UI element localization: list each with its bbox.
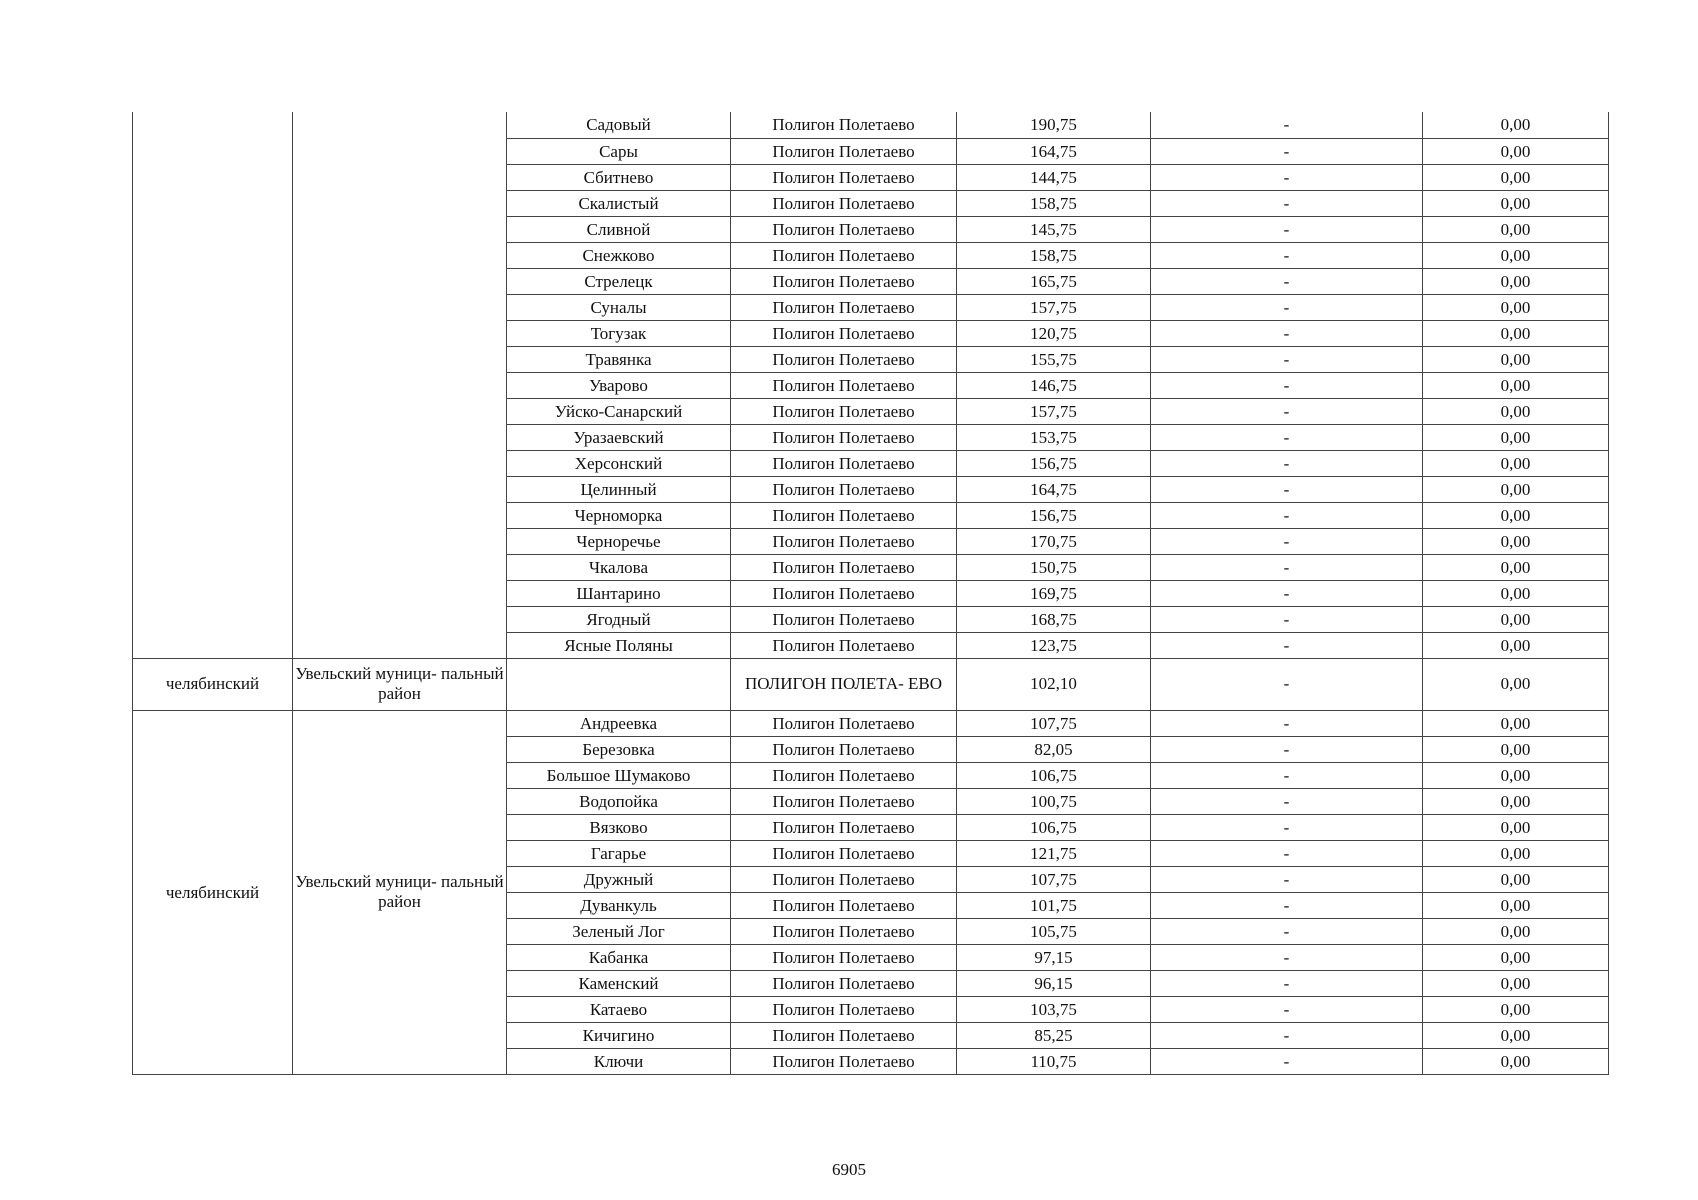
- settlement-cell: Уразаевский: [507, 424, 731, 450]
- dash-cell: -: [1151, 502, 1423, 528]
- dash-cell: -: [1151, 632, 1423, 658]
- settlement-cell: Садовый: [507, 112, 731, 138]
- facility-cell: Полигон Полетаево: [731, 788, 957, 814]
- settlement-cell: Шантарино: [507, 580, 731, 606]
- dash-cell: -: [1151, 944, 1423, 970]
- distance-cell: 106,75: [957, 814, 1151, 840]
- settlement-cell: Ясные Поляны: [507, 632, 731, 658]
- value-cell: 0,00: [1423, 866, 1609, 892]
- facility-cell: Полигон Полетаево: [731, 866, 957, 892]
- table-row: [133, 710, 1609, 736]
- facility-cell: Полигон Полетаево: [731, 918, 957, 944]
- dash-cell: -: [1151, 398, 1423, 424]
- distance-cell: 157,75: [957, 294, 1151, 320]
- dash-cell: -: [1151, 528, 1423, 554]
- facility-cell: Полигон Полетаево: [731, 840, 957, 866]
- distance-cell: 168,75: [957, 606, 1151, 632]
- facility-cell: Полигон Полетаево: [731, 294, 957, 320]
- zone-cell-blank: [133, 112, 293, 658]
- value-cell: 0,00: [1423, 398, 1609, 424]
- value-cell: 0,00: [1423, 996, 1609, 1022]
- district-cell: Увельский муници- пальный район: [293, 710, 507, 1074]
- distance-cell: 102,10: [957, 658, 1151, 710]
- facility-cell: Полигон Полетаево: [731, 944, 957, 970]
- distance-cell: 103,75: [957, 996, 1151, 1022]
- dash-cell: -: [1151, 138, 1423, 164]
- facility-cell: Полигон Полетаево: [731, 242, 957, 268]
- facility-cell: Полигон Полетаево: [731, 762, 957, 788]
- distance-cell: 158,75: [957, 242, 1151, 268]
- settlement-cell: Сливной: [507, 216, 731, 242]
- distance-cell: 144,75: [957, 164, 1151, 190]
- settlement-cell: Черноморка: [507, 502, 731, 528]
- district-cell-blank: [293, 112, 507, 658]
- waste-routes-table: [132, 112, 1609, 1075]
- settlement-cell: Катаево: [507, 996, 731, 1022]
- facility-cell: Полигон Полетаево: [731, 814, 957, 840]
- value-cell: 0,00: [1423, 918, 1609, 944]
- distance-cell: 158,75: [957, 190, 1151, 216]
- value-cell: 0,00: [1423, 528, 1609, 554]
- dash-cell: -: [1151, 658, 1423, 710]
- dash-cell: -: [1151, 164, 1423, 190]
- settlement-cell: [507, 658, 731, 710]
- settlement-cell: Кабанка: [507, 944, 731, 970]
- dash-cell: -: [1151, 918, 1423, 944]
- settlement-cell: Каменский: [507, 970, 731, 996]
- settlement-cell: Водопойка: [507, 788, 731, 814]
- dash-cell: -: [1151, 580, 1423, 606]
- settlement-cell: Гагарье: [507, 840, 731, 866]
- value-cell: 0,00: [1423, 736, 1609, 762]
- settlement-cell: Снежково: [507, 242, 731, 268]
- dash-cell: -: [1151, 216, 1423, 242]
- facility-cell: Полигон Полетаево: [731, 346, 957, 372]
- facility-cell: Полигон Полетаево: [731, 372, 957, 398]
- dash-cell: -: [1151, 554, 1423, 580]
- settlement-cell: Кичигино: [507, 1022, 731, 1048]
- settlement-cell: Дуванкуль: [507, 892, 731, 918]
- settlement-cell: Целинный: [507, 476, 731, 502]
- facility-cell: Полигон Полетаево: [731, 1048, 957, 1074]
- dash-cell: -: [1151, 970, 1423, 996]
- distance-cell: 101,75: [957, 892, 1151, 918]
- distance-cell: 164,75: [957, 476, 1151, 502]
- settlement-cell: Черноречье: [507, 528, 731, 554]
- settlement-cell: Дружный: [507, 866, 731, 892]
- facility-cell: Полигон Полетаево: [731, 112, 957, 138]
- facility-cell: Полигон Полетаево: [731, 190, 957, 216]
- facility-cell: Полигон Полетаево: [731, 320, 957, 346]
- facility-cell: Полигон Полетаево: [731, 892, 957, 918]
- dash-cell: -: [1151, 424, 1423, 450]
- value-cell: 0,00: [1423, 216, 1609, 242]
- value-cell: 0,00: [1423, 658, 1609, 710]
- dash-cell: -: [1151, 788, 1423, 814]
- settlement-cell: Сары: [507, 138, 731, 164]
- value-cell: 0,00: [1423, 320, 1609, 346]
- distance-cell: 123,75: [957, 632, 1151, 658]
- value-cell: 0,00: [1423, 1048, 1609, 1074]
- distance-cell: 169,75: [957, 580, 1151, 606]
- value-cell: 0,00: [1423, 970, 1609, 996]
- dash-cell: -: [1151, 736, 1423, 762]
- settlement-cell: Андреевка: [507, 710, 731, 736]
- facility-cell: Полигон Полетаево: [731, 554, 957, 580]
- settlement-cell: Березовка: [507, 736, 731, 762]
- dash-cell: -: [1151, 112, 1423, 138]
- distance-cell: 96,15: [957, 970, 1151, 996]
- dash-cell: -: [1151, 476, 1423, 502]
- zone-cell: челябинский: [133, 710, 293, 1074]
- facility-cell: ПОЛИГОН ПОЛЕТА- ЕВО: [731, 658, 957, 710]
- settlement-cell: Травянка: [507, 346, 731, 372]
- dash-cell: -: [1151, 710, 1423, 736]
- value-cell: 0,00: [1423, 268, 1609, 294]
- settlement-cell: Сбитнево: [507, 164, 731, 190]
- value-cell: 0,00: [1423, 762, 1609, 788]
- facility-cell: Полигон Полетаево: [731, 736, 957, 762]
- distance-cell: 146,75: [957, 372, 1151, 398]
- table-row: [133, 112, 1609, 138]
- distance-cell: 156,75: [957, 450, 1151, 476]
- value-cell: 0,00: [1423, 346, 1609, 372]
- settlement-cell: Суналы: [507, 294, 731, 320]
- value-cell: 0,00: [1423, 944, 1609, 970]
- settlement-cell: Стрелецк: [507, 268, 731, 294]
- facility-cell: Полигон Полетаево: [731, 632, 957, 658]
- dash-cell: -: [1151, 268, 1423, 294]
- value-cell: 0,00: [1423, 1022, 1609, 1048]
- facility-cell: Полигон Полетаево: [731, 216, 957, 242]
- value-cell: 0,00: [1423, 294, 1609, 320]
- distance-cell: 107,75: [957, 866, 1151, 892]
- facility-cell: Полигон Полетаево: [731, 528, 957, 554]
- district-cell: Увельский муници- пальный район: [293, 658, 507, 710]
- dash-cell: -: [1151, 1048, 1423, 1074]
- value-cell: 0,00: [1423, 190, 1609, 216]
- facility-cell: Полигон Полетаево: [731, 502, 957, 528]
- distance-cell: 105,75: [957, 918, 1151, 944]
- value-cell: 0,00: [1423, 502, 1609, 528]
- distance-cell: 153,75: [957, 424, 1151, 450]
- settlement-cell: Уварово: [507, 372, 731, 398]
- value-cell: 0,00: [1423, 450, 1609, 476]
- dash-cell: -: [1151, 840, 1423, 866]
- settlement-cell: Зеленый Лог: [507, 918, 731, 944]
- dash-cell: -: [1151, 606, 1423, 632]
- value-cell: 0,00: [1423, 606, 1609, 632]
- distance-cell: 150,75: [957, 554, 1151, 580]
- settlement-cell: Херсонский: [507, 450, 731, 476]
- distance-cell: 190,75: [957, 112, 1151, 138]
- dash-cell: -: [1151, 294, 1423, 320]
- page-number: 6905: [832, 1160, 866, 1179]
- distance-cell: 145,75: [957, 216, 1151, 242]
- distance-cell: 110,75: [957, 1048, 1151, 1074]
- dash-cell: -: [1151, 814, 1423, 840]
- dash-cell: -: [1151, 190, 1423, 216]
- facility-cell: Полигон Полетаево: [731, 398, 957, 424]
- value-cell: 0,00: [1423, 632, 1609, 658]
- value-cell: 0,00: [1423, 138, 1609, 164]
- distance-cell: 100,75: [957, 788, 1151, 814]
- value-cell: 0,00: [1423, 554, 1609, 580]
- table-row: [133, 658, 1609, 710]
- facility-cell: Полигон Полетаево: [731, 970, 957, 996]
- settlement-cell: Большое Шумаково: [507, 762, 731, 788]
- value-cell: 0,00: [1423, 840, 1609, 866]
- facility-cell: Полигон Полетаево: [731, 138, 957, 164]
- settlement-cell: Чкалова: [507, 554, 731, 580]
- value-cell: 0,00: [1423, 580, 1609, 606]
- dash-cell: -: [1151, 450, 1423, 476]
- facility-cell: Полигон Полетаево: [731, 606, 957, 632]
- value-cell: 0,00: [1423, 476, 1609, 502]
- distance-cell: 120,75: [957, 320, 1151, 346]
- dash-cell: -: [1151, 892, 1423, 918]
- dash-cell: -: [1151, 346, 1423, 372]
- facility-cell: Полигон Полетаево: [731, 450, 957, 476]
- facility-cell: Полигон Полетаево: [731, 164, 957, 190]
- facility-cell: Полигон Полетаево: [731, 710, 957, 736]
- settlement-cell: Тогузак: [507, 320, 731, 346]
- distance-cell: 155,75: [957, 346, 1151, 372]
- value-cell: 0,00: [1423, 710, 1609, 736]
- dash-cell: -: [1151, 1022, 1423, 1048]
- distance-cell: 97,15: [957, 944, 1151, 970]
- value-cell: 0,00: [1423, 164, 1609, 190]
- facility-cell: Полигон Полетаево: [731, 1022, 957, 1048]
- facility-cell: Полигон Полетаево: [731, 580, 957, 606]
- distance-cell: 82,05: [957, 736, 1151, 762]
- facility-cell: Полигон Полетаево: [731, 424, 957, 450]
- dash-cell: -: [1151, 762, 1423, 788]
- zone-cell: челябинский: [133, 658, 293, 710]
- value-cell: 0,00: [1423, 372, 1609, 398]
- distance-cell: 165,75: [957, 268, 1151, 294]
- dash-cell: -: [1151, 242, 1423, 268]
- distance-cell: 121,75: [957, 840, 1151, 866]
- facility-cell: Полигон Полетаево: [731, 996, 957, 1022]
- value-cell: 0,00: [1423, 892, 1609, 918]
- distance-cell: 157,75: [957, 398, 1151, 424]
- value-cell: 0,00: [1423, 424, 1609, 450]
- value-cell: 0,00: [1423, 242, 1609, 268]
- dash-cell: -: [1151, 866, 1423, 892]
- dash-cell: -: [1151, 996, 1423, 1022]
- facility-cell: Полигон Полетаево: [731, 476, 957, 502]
- distance-cell: 156,75: [957, 502, 1151, 528]
- distance-cell: 106,75: [957, 762, 1151, 788]
- settlement-cell: Уйско-Санарский: [507, 398, 731, 424]
- dash-cell: -: [1151, 372, 1423, 398]
- settlement-cell: Вязково: [507, 814, 731, 840]
- settlement-cell: Ягодный: [507, 606, 731, 632]
- settlement-cell: Скалистый: [507, 190, 731, 216]
- facility-cell: Полигон Полетаево: [731, 268, 957, 294]
- value-cell: 0,00: [1423, 112, 1609, 138]
- distance-cell: 107,75: [957, 710, 1151, 736]
- value-cell: 0,00: [1423, 814, 1609, 840]
- dash-cell: -: [1151, 320, 1423, 346]
- settlement-cell: Ключи: [507, 1048, 731, 1074]
- distance-cell: 170,75: [957, 528, 1151, 554]
- distance-cell: 85,25: [957, 1022, 1151, 1048]
- value-cell: 0,00: [1423, 788, 1609, 814]
- distance-cell: 164,75: [957, 138, 1151, 164]
